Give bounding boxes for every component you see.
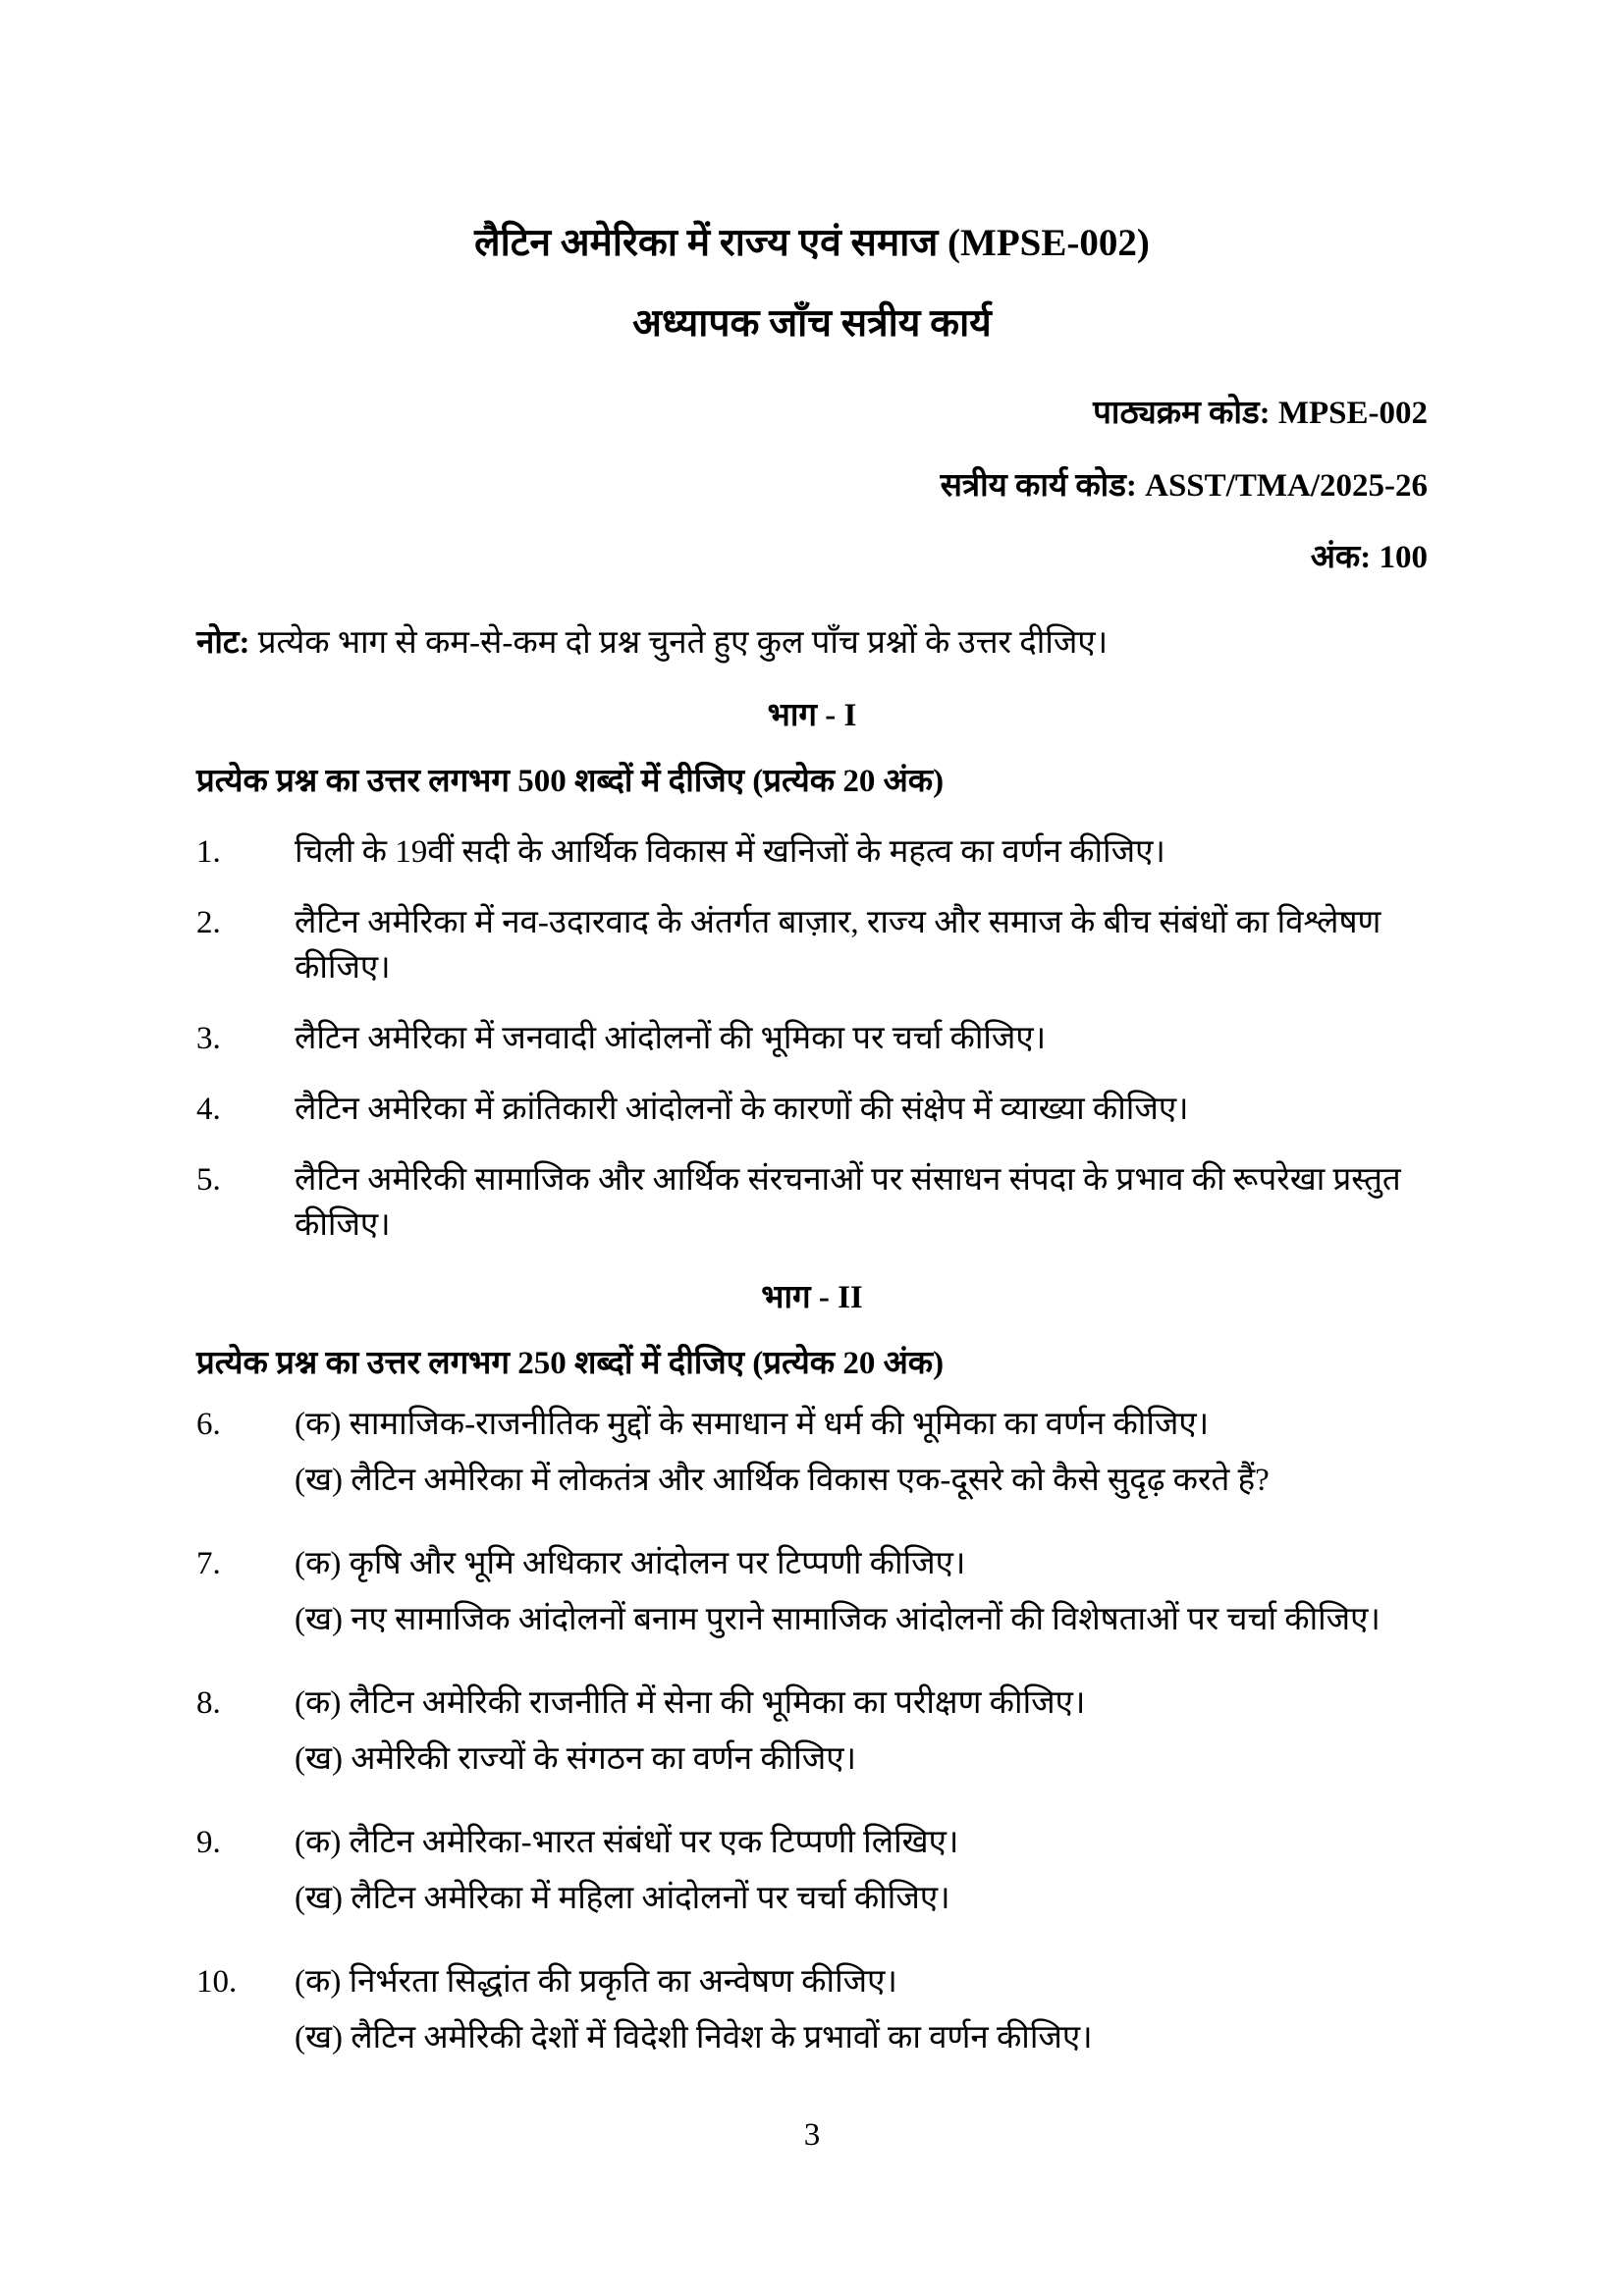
- question-row: [196, 1016, 1428, 1061]
- question-text: लैटिन अमेरिका में क्रांतिकारी आंदोलनों के कारणों की संक्षेप में व्याख्या कीजिए।: [295, 1092, 1189, 1127]
- question-number: 2.: [196, 905, 221, 940]
- section-heading: भाग - I: [767, 698, 857, 733]
- question-number: 7.: [196, 1546, 221, 1581]
- question-text: (क) निर्भरता सिद्धांत की प्रकृति का अन्वेषण कीजिए।: [295, 1964, 897, 2000]
- page-number: 3: [803, 2117, 821, 2153]
- question-row: [196, 1736, 1428, 1782]
- section: [196, 1275, 1428, 2060]
- question-number: 3.: [196, 1021, 221, 1056]
- course-code: पाठ्यक्रम कोड: MPSE-002: [1093, 396, 1428, 431]
- question-text: चिली के 19वीं सदी के आर्थिक विकास में खनिजों के महत्व का वर्णन कीजिए।: [295, 834, 1165, 870]
- document-title: लैटिन अमेरिका में राज्य एवं समाज (MPSE-002): [474, 222, 1150, 264]
- question-row: [196, 2015, 1428, 2060]
- question-text: लैटिन अमेरिका में नव-उदारवाद के अंतर्गत बाज़ार, राज्य और समाज के बीच संबंधों का विश्लेषण कीजिए।: [295, 905, 1381, 986]
- question-row: [196, 1959, 1428, 2004]
- section-instruction: प्रत्येक प्रश्न का उत्तर लगभग 500 शब्दों में दीजिए (प्रत्येक 20 अंक): [196, 764, 945, 799]
- question-text: (क) लैटिन अमेरिका-भारत संबंधों पर एक टिप्पणी लिखिए।: [295, 1825, 959, 1860]
- question-number: 1.: [196, 834, 221, 870]
- question-list: [196, 1402, 1428, 2060]
- question-number: 4.: [196, 1092, 221, 1127]
- section: [196, 693, 1428, 1248]
- question-number: [196, 1876, 295, 1921]
- question-row: [196, 1157, 1428, 1248]
- question-row: [196, 1541, 1428, 1586]
- question-text: (क) लैटिन अमेरिकी राजनीति में सेना की भूमिका का परीक्षण कीजिए।: [295, 1685, 1086, 1721]
- question-text: (ख) अमेरिकी राज्यों के संगठन का वर्णन कीजिए।: [295, 1741, 857, 1777]
- question-number: [196, 1597, 295, 1642]
- question-list: [196, 829, 1428, 1248]
- question-number: [196, 1736, 295, 1782]
- question-text: लैटिन अमेरिकी सामाजिक और आर्थिक संरचनाओं पर संसाधन संपदा के प्रभाव की रूपरेखा प्रस्तुत कीजिए।: [295, 1162, 1401, 1243]
- question-row: [196, 1876, 1428, 1921]
- section-heading: भाग - II: [761, 1280, 863, 1315]
- question-text: (ख) नए सामाजिक आंदोलनों बनाम पुराने सामाजिक आंदोलनों की विशेषताओं पर चर्चा कीजिए।: [295, 1602, 1380, 1637]
- question-number: 9.: [196, 1825, 221, 1860]
- question-text: (ख) लैटिन अमेरिका में महिला आंदोलनों पर चर्चा कीजिए।: [295, 1881, 950, 1916]
- question-row: [196, 900, 1428, 990]
- question-number: 8.: [196, 1685, 221, 1721]
- question-text: (क) कृषि और भूमि अधिकार आंदोलन पर टिप्पणी कीजिए।: [295, 1546, 966, 1581]
- question-row: [196, 829, 1428, 875]
- question-number: [196, 1458, 295, 1503]
- total-marks: अंक: 100: [1310, 540, 1428, 575]
- assignment-code: सत्रीय कार्य कोड: ASST/TMA/2025-26: [940, 468, 1428, 504]
- question-text: (ख) लैटिन अमेरिका में लोकतंत्र और आर्थिक विकास एक-दूसरे को कैसे सुदृढ़ करते हैं?: [295, 1463, 1270, 1498]
- question-row: [196, 1458, 1428, 1503]
- question-text: लैटिन अमेरिका में जनवादी आंदोलनों की भूमिका पर चर्चा कीजिए।: [295, 1021, 1047, 1056]
- question-number: 10.: [196, 1964, 238, 2000]
- question-number: [196, 2015, 295, 2060]
- section-instruction: प्रत्येक प्रश्न का उत्तर लगभग 250 शब्दों में दीजिए (प्रत्येक 20 अंक): [196, 1346, 945, 1381]
- document-subtitle: अध्यापक जाँच सत्रीय कार्य: [632, 302, 992, 345]
- note-line: [196, 620, 1428, 666]
- question-text: (ख) लैटिन अमेरिकी देशों में विदेशी निवेश के प्रभावों का वर्णन कीजिए।: [295, 2020, 1093, 2056]
- question-number: 6.: [196, 1407, 221, 1442]
- question-row: [196, 1681, 1428, 1726]
- question-row: [196, 1402, 1428, 1447]
- question-row: [196, 1597, 1428, 1642]
- sections: [196, 693, 1428, 2060]
- note-label: नोट:: [196, 625, 250, 661]
- question-row: [196, 1820, 1428, 1865]
- note-text: प्रत्येक भाग से कम-से-कम दो प्रश्न चुनते हुए कुल पाँच प्रश्नों के उत्तर दीजिए।: [249, 625, 1109, 661]
- question-text: (क) सामाजिक-राजनीतिक मुद्दों के समाधान में धर्म की भूमिका का वर्णन कीजिए।: [295, 1407, 1210, 1442]
- question-row: [196, 1087, 1428, 1132]
- question-number: 5.: [196, 1162, 221, 1198]
